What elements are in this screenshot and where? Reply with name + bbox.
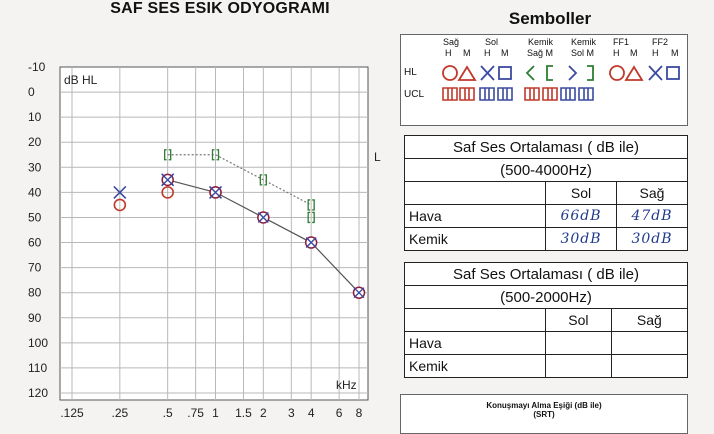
x-tick-label: .75: [187, 406, 204, 420]
table2-blank-header: [405, 309, 546, 332]
y-tick-label: 30: [28, 160, 42, 175]
x-tick-label: 1.5: [235, 406, 252, 420]
srt-title: Konuşmayı Alma Eşiği (dB ile): [486, 401, 602, 410]
srt-box: [400, 394, 688, 434]
y-tick-label: 110: [28, 360, 48, 375]
sym-group-ff2: FF2: [652, 37, 669, 47]
table2-hava-sag: [611, 332, 687, 355]
y-axis-label: dB HL: [64, 73, 98, 87]
y-tick-label: 20: [28, 135, 42, 150]
table1-col-sol: Sol: [546, 182, 617, 205]
x-axis-label: kHz: [336, 378, 357, 392]
x-tick-label: .25: [111, 406, 129, 420]
x-tick-label: .125: [60, 406, 84, 420]
y-tick-label: 100: [28, 335, 49, 350]
sym-group-ff1: FF1: [613, 37, 630, 47]
x-tick-label: 2: [259, 406, 267, 420]
table1-blank-header: [405, 182, 546, 205]
y-tick-label: 60: [28, 235, 42, 250]
table1-hava-sag: 47dB: [617, 205, 688, 228]
table1-kemik-sol: 30dB: [546, 228, 617, 251]
x-tick-label: 8: [355, 406, 363, 420]
y-tick-label: 10: [28, 110, 42, 125]
table1-hava-sol: 66dB: [546, 205, 617, 228]
ucl-symbols: [443, 88, 593, 100]
table1-row-kemik: Kemik: [405, 228, 546, 251]
sym-sub: Sol M: [571, 48, 595, 58]
sym-row-ucl: UCL: [404, 89, 425, 100]
right-masked-symbol: [459, 67, 475, 80]
y-tick-label: 0: [28, 85, 35, 100]
sym-sub: H: [613, 48, 620, 58]
sym-sub: M: [501, 48, 509, 58]
sym-sub: Sağ M: [527, 48, 554, 58]
symbols-title: Semboller: [508, 9, 592, 28]
table1-title: Saf Ses Ortalaması ( dB ile): [405, 136, 688, 159]
table2-title: Saf Ses Ortalaması ( dB ile): [405, 263, 688, 286]
sym-row-hl: HL: [404, 67, 417, 78]
sym-group-bone-right: Kemik: [528, 37, 554, 47]
x-tick-label: 1: [212, 406, 219, 420]
table2-hava-sol: [546, 332, 612, 355]
table2-subtitle: (500-2000Hz): [405, 286, 688, 309]
y-tick-label: 70: [28, 260, 42, 275]
bone-right-symbol: [527, 66, 534, 80]
y-tick-label: -10: [28, 60, 46, 74]
symbols-legend: [400, 34, 688, 126]
x-tick-label: 3: [287, 406, 295, 420]
x-tick-label: .5: [162, 406, 173, 420]
ff1-masked-symbol: [626, 67, 642, 80]
side-label: L: [374, 150, 381, 164]
table2-row-kemik: Kemik: [405, 355, 546, 378]
sym-sub: M: [630, 48, 638, 58]
table1-row-hava: Hava: [405, 205, 546, 228]
y-tick-label: 90: [28, 310, 42, 325]
y-tick-labels: [28, 60, 48, 400]
table2-kemik-sag: [611, 355, 687, 378]
bone-left-symbol: [569, 66, 576, 80]
pta-table-500-4000: [404, 135, 688, 251]
table1-subtitle: (500-4000Hz): [405, 159, 688, 182]
table1-col-sag: Sağ: [617, 182, 688, 205]
sym-sub: H: [445, 48, 452, 58]
sym-group-left: Sol: [485, 37, 499, 47]
table2-row-hava: Hava: [405, 332, 546, 355]
sym-sub: H: [484, 48, 491, 58]
srt-subtitle: (SRT): [533, 410, 555, 419]
table2-col-sol: Sol: [546, 309, 612, 332]
x-tick-label: 6: [335, 406, 343, 420]
sym-sub: M: [671, 48, 679, 58]
pta-table-500-2000: [404, 262, 688, 378]
page-title: SAF SES ESIK ODYOGRAMI: [110, 0, 330, 17]
table2-col-sag: Sağ: [611, 309, 687, 332]
table1-kemik-sag: 30dB: [617, 228, 688, 251]
y-tick-label: 120: [28, 386, 49, 400]
sym-sub: H: [652, 48, 659, 58]
ff2-masked-symbol: [667, 67, 679, 79]
bone-left-masked-symbol: [587, 66, 593, 80]
x-tick-labels: [60, 406, 362, 420]
bone-right-masked-symbol: [547, 66, 553, 80]
table2-kemik-sol: [546, 355, 612, 378]
ff1-air-symbol: [610, 66, 624, 80]
left-masked-symbol: [499, 67, 511, 79]
y-tick-label: 80: [28, 285, 42, 300]
y-tick-label: 50: [28, 210, 42, 225]
ff2-air-symbol: [649, 66, 662, 80]
left-air-symbol: [481, 66, 494, 80]
symbol-glyphs: [401, 35, 689, 127]
sym-group-bone-left: Kemik: [571, 37, 597, 47]
sym-group-right: Sağ: [443, 37, 460, 47]
sym-sub: M: [463, 48, 471, 58]
right-air-symbol: [443, 66, 457, 80]
x-tick-label: 4: [307, 406, 315, 420]
y-tick-label: 40: [28, 185, 42, 200]
